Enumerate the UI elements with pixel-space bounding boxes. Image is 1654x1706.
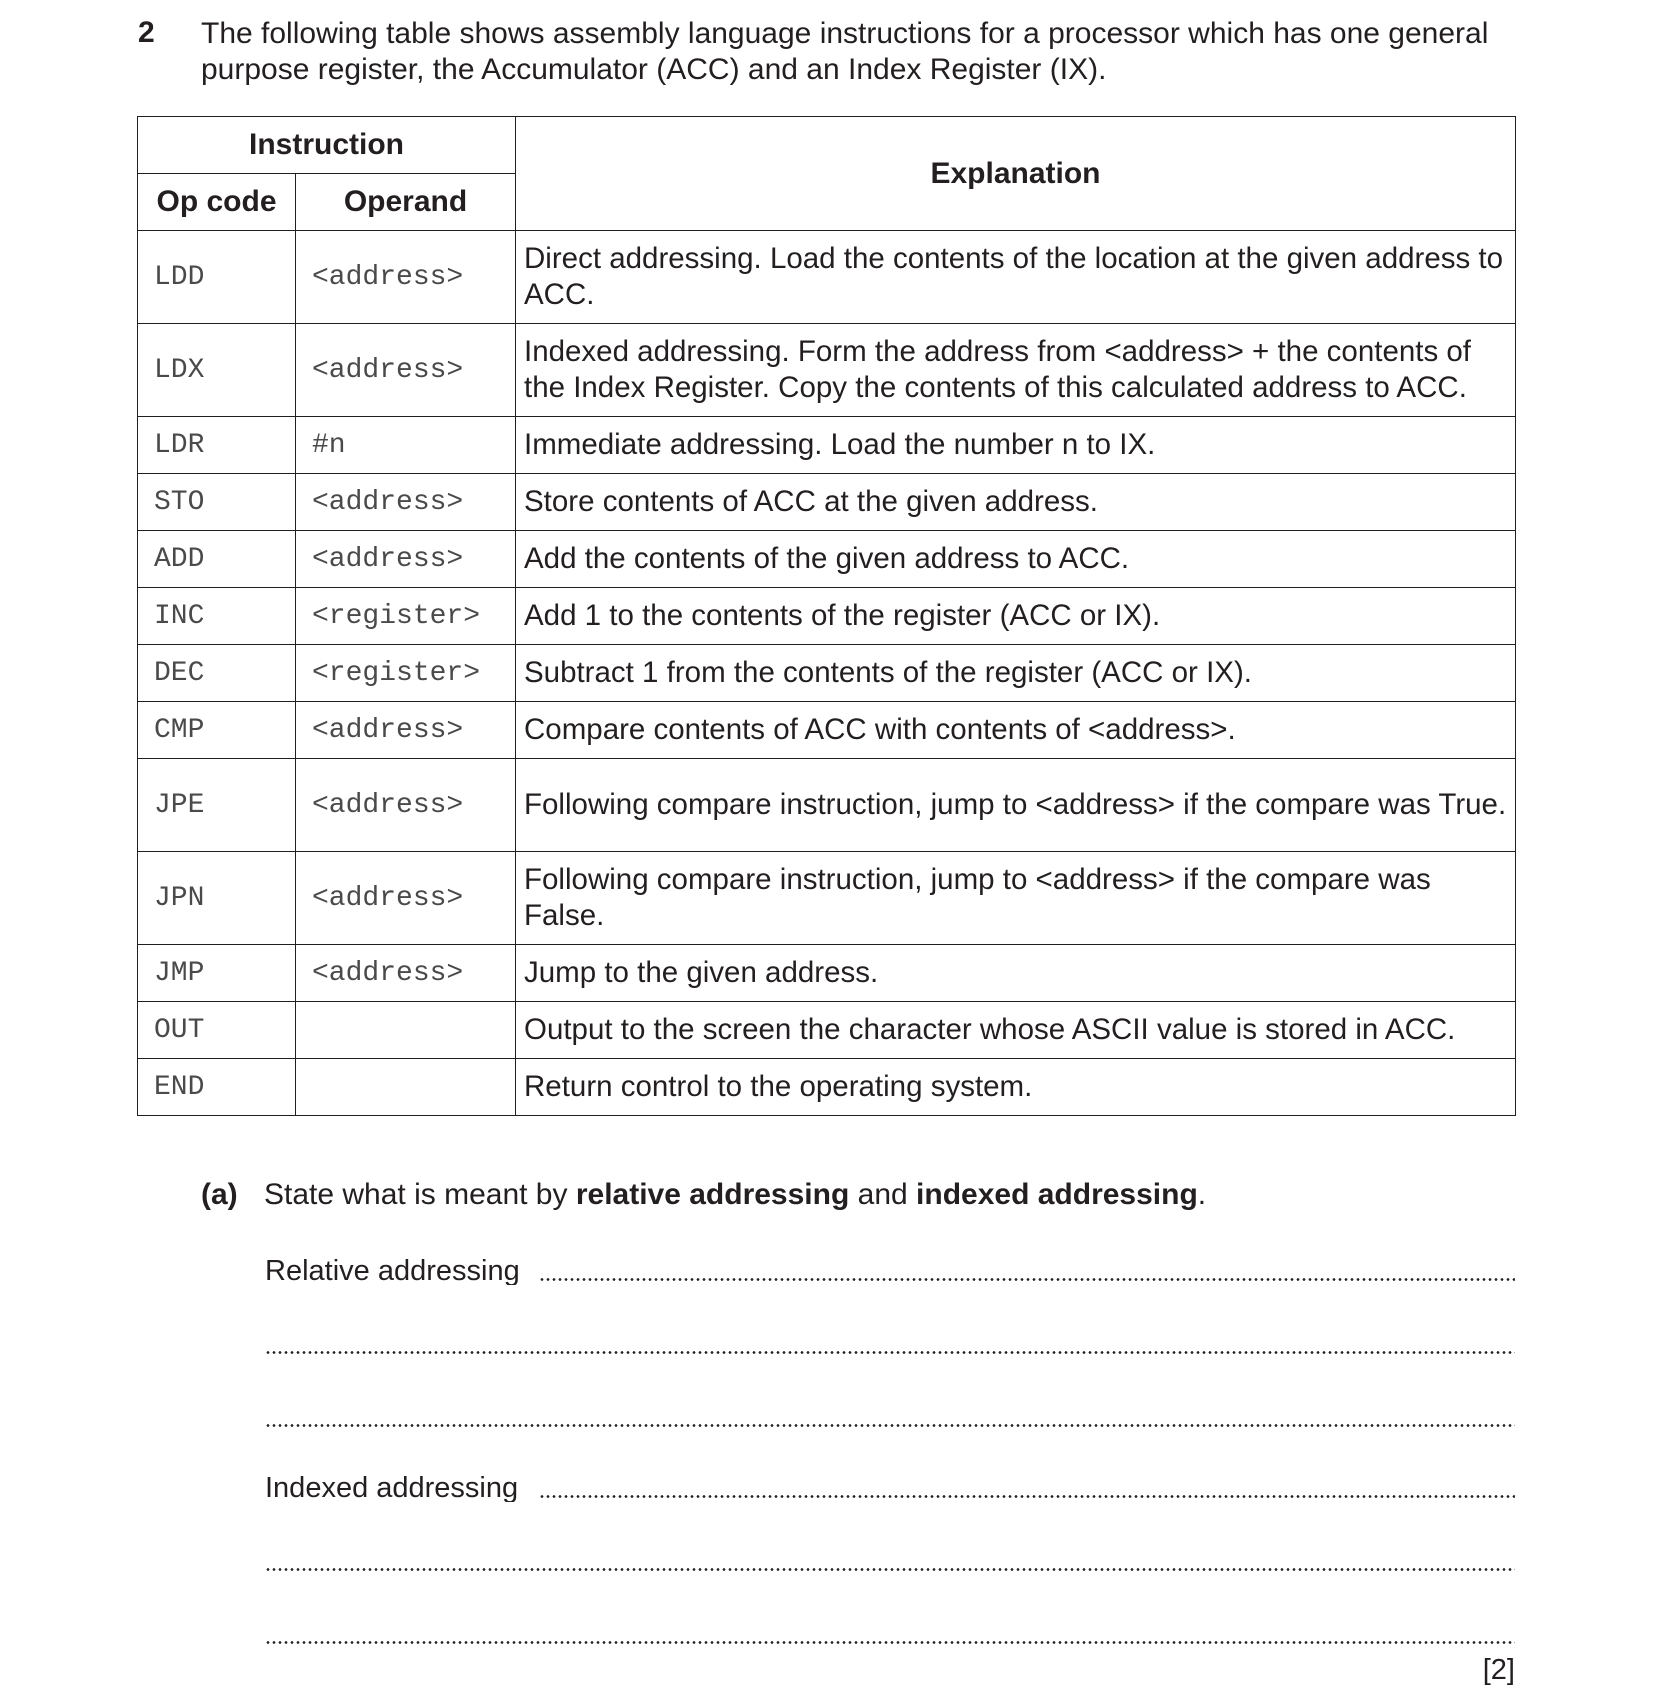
explanation-cell: Return control to the operating system. bbox=[516, 1059, 1516, 1116]
operand-cell: <address> bbox=[296, 324, 516, 417]
table-row bbox=[138, 474, 1516, 531]
indexed-addressing-label: Indexed addressing bbox=[265, 1472, 519, 1502]
opcode-cell: CMP bbox=[138, 702, 296, 759]
explanation-cell: Add 1 to the contents of the register (ACC or IX). bbox=[516, 588, 1516, 645]
explanation-cell: Jump to the given address. bbox=[516, 945, 1516, 1002]
question-intro: The following table shows assembly language instructions for a processor which has one general purpose register, the Accumulator (ACC) and an Index Register (IX). bbox=[201, 17, 1489, 86]
answer-line[interactable] bbox=[265, 1618, 1515, 1648]
part-a-prompt: State what is meant by relative addressing and indexed addressing. bbox=[264, 1178, 1207, 1211]
explanation-cell: Compare contents of ACC with contents of <address>. bbox=[516, 702, 1516, 759]
explanation-cell: Subtract 1 from the contents of the register (ACC or IX). bbox=[516, 645, 1516, 702]
opcode-cell: JMP bbox=[138, 945, 296, 1002]
opcode-cell: LDX bbox=[138, 324, 296, 417]
opcode-cell: STO bbox=[138, 474, 296, 531]
opcode-cell: ADD bbox=[138, 531, 296, 588]
header-operand: Operand bbox=[296, 174, 516, 231]
explanation-cell: Output to the screen the character whose ASCII value is stored in ACC. bbox=[516, 1002, 1516, 1059]
operand-cell: <address> bbox=[296, 759, 516, 852]
part-a-question bbox=[201, 1178, 1207, 1212]
answer-line[interactable] bbox=[265, 1545, 1515, 1575]
explanation-cell: Add the contents of the given address to ACC. bbox=[516, 531, 1516, 588]
relative-addressing-answer-line[interactable] bbox=[265, 1255, 1515, 1285]
explanation-cell: Direct addressing. Load the contents of the location at the given address to ACC. bbox=[516, 231, 1516, 324]
table-row bbox=[138, 645, 1516, 702]
opcode-cell: OUT bbox=[138, 1002, 296, 1059]
table-row bbox=[138, 1059, 1516, 1116]
table-row bbox=[138, 231, 1516, 324]
table-row bbox=[138, 324, 1516, 417]
explanation-cell: Indexed addressing. Form the address from <address> + the contents of the Index Register. Copy the contents of this calculated address to ACC. bbox=[516, 324, 1516, 417]
opcode-cell: LDD bbox=[138, 231, 296, 324]
table-row bbox=[138, 531, 1516, 588]
table-body bbox=[138, 231, 1516, 1116]
table-row bbox=[138, 945, 1516, 1002]
operand-cell bbox=[296, 1059, 516, 1116]
explanation-cell: Immediate addressing. Load the number n to IX. bbox=[516, 417, 1516, 474]
explanation-cell: Store contents of ACC at the given address. bbox=[516, 474, 1516, 531]
operand-cell: <address> bbox=[296, 702, 516, 759]
header-instruction: Instruction bbox=[138, 117, 516, 174]
question-number: 2 bbox=[138, 16, 155, 49]
operand-cell: <address> bbox=[296, 531, 516, 588]
operand-cell: <register> bbox=[296, 645, 516, 702]
answer-line[interactable] bbox=[265, 1401, 1515, 1431]
relative-addressing-label: Relative addressing bbox=[265, 1255, 520, 1285]
table-row bbox=[138, 1002, 1516, 1059]
part-a-label: (a) bbox=[201, 1178, 238, 1211]
table-row bbox=[138, 852, 1516, 945]
header-opcode: Op code bbox=[138, 174, 296, 231]
opcode-cell: DEC bbox=[138, 645, 296, 702]
operand-cell: <address> bbox=[296, 852, 516, 945]
instruction-table bbox=[137, 116, 1516, 1116]
operand-cell: <address> bbox=[296, 945, 516, 1002]
table-row bbox=[138, 702, 1516, 759]
operand-cell: <register> bbox=[296, 588, 516, 645]
table-row bbox=[138, 588, 1516, 645]
table-row bbox=[138, 417, 1516, 474]
table-row bbox=[138, 759, 1516, 852]
explanation-cell: Following compare instruction, jump to <address> if the compare was False. bbox=[516, 852, 1516, 945]
operand-cell: <address> bbox=[296, 474, 516, 531]
operand-cell bbox=[296, 1002, 516, 1059]
opcode-cell: END bbox=[138, 1059, 296, 1116]
opcode-cell: INC bbox=[138, 588, 296, 645]
answer-line[interactable] bbox=[265, 1328, 1515, 1358]
indexed-addressing-answer-line[interactable] bbox=[265, 1472, 1515, 1502]
header-explanation: Explanation bbox=[516, 117, 1516, 231]
opcode-cell: JPN bbox=[138, 852, 296, 945]
operand-cell: #n bbox=[296, 417, 516, 474]
marks-indicator: [2] bbox=[1482, 1654, 1515, 1686]
opcode-cell: LDR bbox=[138, 417, 296, 474]
opcode-cell: JPE bbox=[138, 759, 296, 852]
explanation-cell: Following compare instruction, jump to <address> if the compare was True. bbox=[516, 759, 1516, 852]
operand-cell: <address> bbox=[296, 231, 516, 324]
